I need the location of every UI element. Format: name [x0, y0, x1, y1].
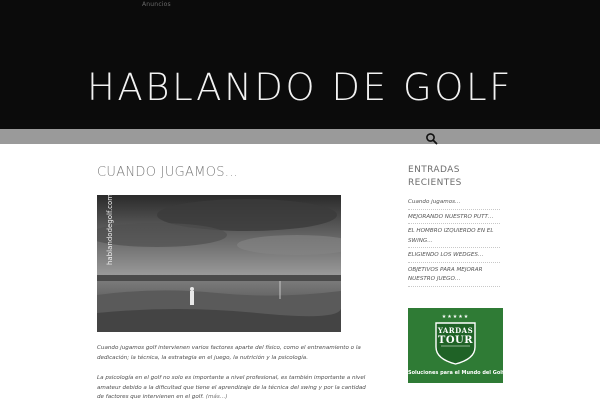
post-paragraph-1: Cuando jugamos golf intervienen varios factores aparte del físico, como el entrenamiento o la dedicación; la técnica, la estrategia en el juego, la nutrición y la psicología.	[97, 345, 361, 361]
post-image[interactable]	[97, 195, 341, 332]
yardas-tour-banner[interactable]	[408, 308, 503, 383]
recent-post-item[interactable]: MEJORANDO NUESTRO PUTT…	[408, 213, 500, 225]
site-header	[0, 0, 600, 129]
banner-tagline: Soluciones para el Mundo del Golf	[408, 370, 505, 376]
post-title[interactable]: CUANDO JUGAMOS...	[97, 165, 239, 180]
recent-post-item[interactable]: EL HOMBRO IZQUIERDO EN EL SWING…	[408, 227, 500, 248]
recent-posts-title: ENTRADAS RECIENTES	[408, 165, 462, 188]
post-paragraph-2: La psicología en el golf no solo es importante a nivel profesional, es también importante a nivel amateur debido a la dificultad que tiene el aprendizaje de la técnica del swing y por la cantidad de factores que intervienen en el golf. (más…)	[97, 375, 366, 400]
ads-note: Anuncios	[142, 1, 171, 8]
image-watermark: hablandodegolf.com	[106, 193, 114, 265]
search-icon[interactable]	[425, 130, 438, 143]
recent-post-item[interactable]: ELIGIENDO LOS WEDGES…	[408, 251, 500, 263]
recent-post-item[interactable]: OBJETIVOS PARA MEJORAR NUESTRO JUEGO…	[408, 266, 500, 287]
recent-post-item[interactable]: Cuando jugamos…	[408, 198, 500, 210]
more-link[interactable]: (más…)	[205, 394, 228, 400]
banner-yardas: YARDAS	[437, 326, 474, 335]
site-title[interactable]: HABLANDO DE GOLF	[86, 66, 514, 109]
nav-bar	[0, 129, 600, 144]
recent-posts-list	[408, 198, 500, 290]
banner-stars: ★★★★★	[441, 314, 470, 320]
banner-tour: TOUR	[437, 335, 474, 346]
